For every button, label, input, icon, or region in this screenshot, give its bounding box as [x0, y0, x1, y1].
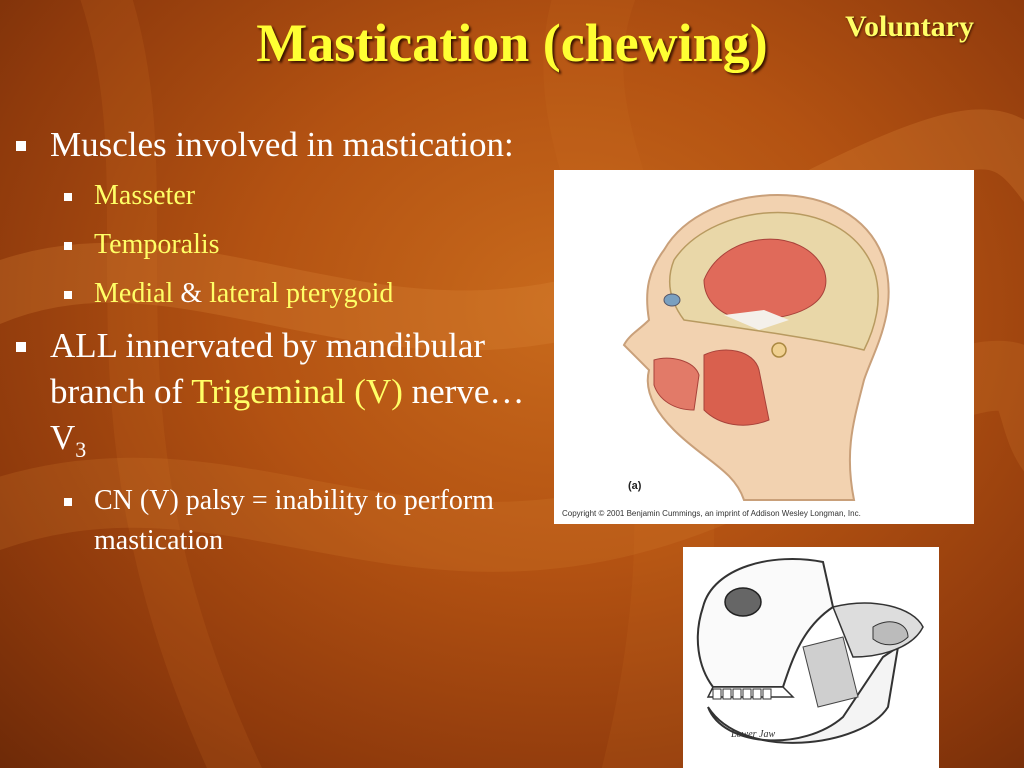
sub-bullet-temporalis: Temporalis	[14, 225, 534, 265]
bullet-innervation	[14, 323, 534, 473]
slide-title: Mastication (chewing)	[256, 13, 768, 73]
trigeminal-text: Trigeminal (V)	[191, 372, 403, 411]
figure-a-label: (a)	[628, 480, 642, 492]
innervation-line: ALL innervated by mandibular branch of	[50, 326, 486, 411]
bullet-list	[14, 122, 534, 570]
nerve-text: nerve…V	[50, 372, 525, 457]
sub-bullet-masseter: Masseter	[14, 176, 534, 216]
copyright-text: Copyright © 2001 Benjamin Cummings, an imprint of Addison Wesley Longman, Inc.	[562, 509, 861, 518]
ampersand-text: &	[173, 278, 210, 309]
head-muscles-figure	[554, 170, 974, 524]
lateral-pterygoid-text: lateral pterygoid	[209, 278, 394, 309]
sub-bullet-palsy: CN (V) palsy = inability to perform mastication	[14, 481, 534, 561]
bullet-muscles: Muscles involved in mastication:	[14, 122, 534, 168]
nerve-subscript: 3	[75, 437, 87, 462]
skull-jaw-figure	[683, 547, 939, 768]
lower-jaw-label: Lower Jaw	[731, 729, 776, 740]
head-illustration	[554, 170, 974, 524]
medial-text: Medial	[94, 278, 174, 309]
voluntary-tag: Voluntary	[845, 10, 974, 43]
sub-bullet-pterygoid	[14, 274, 534, 314]
skull-illustration	[683, 547, 939, 768]
